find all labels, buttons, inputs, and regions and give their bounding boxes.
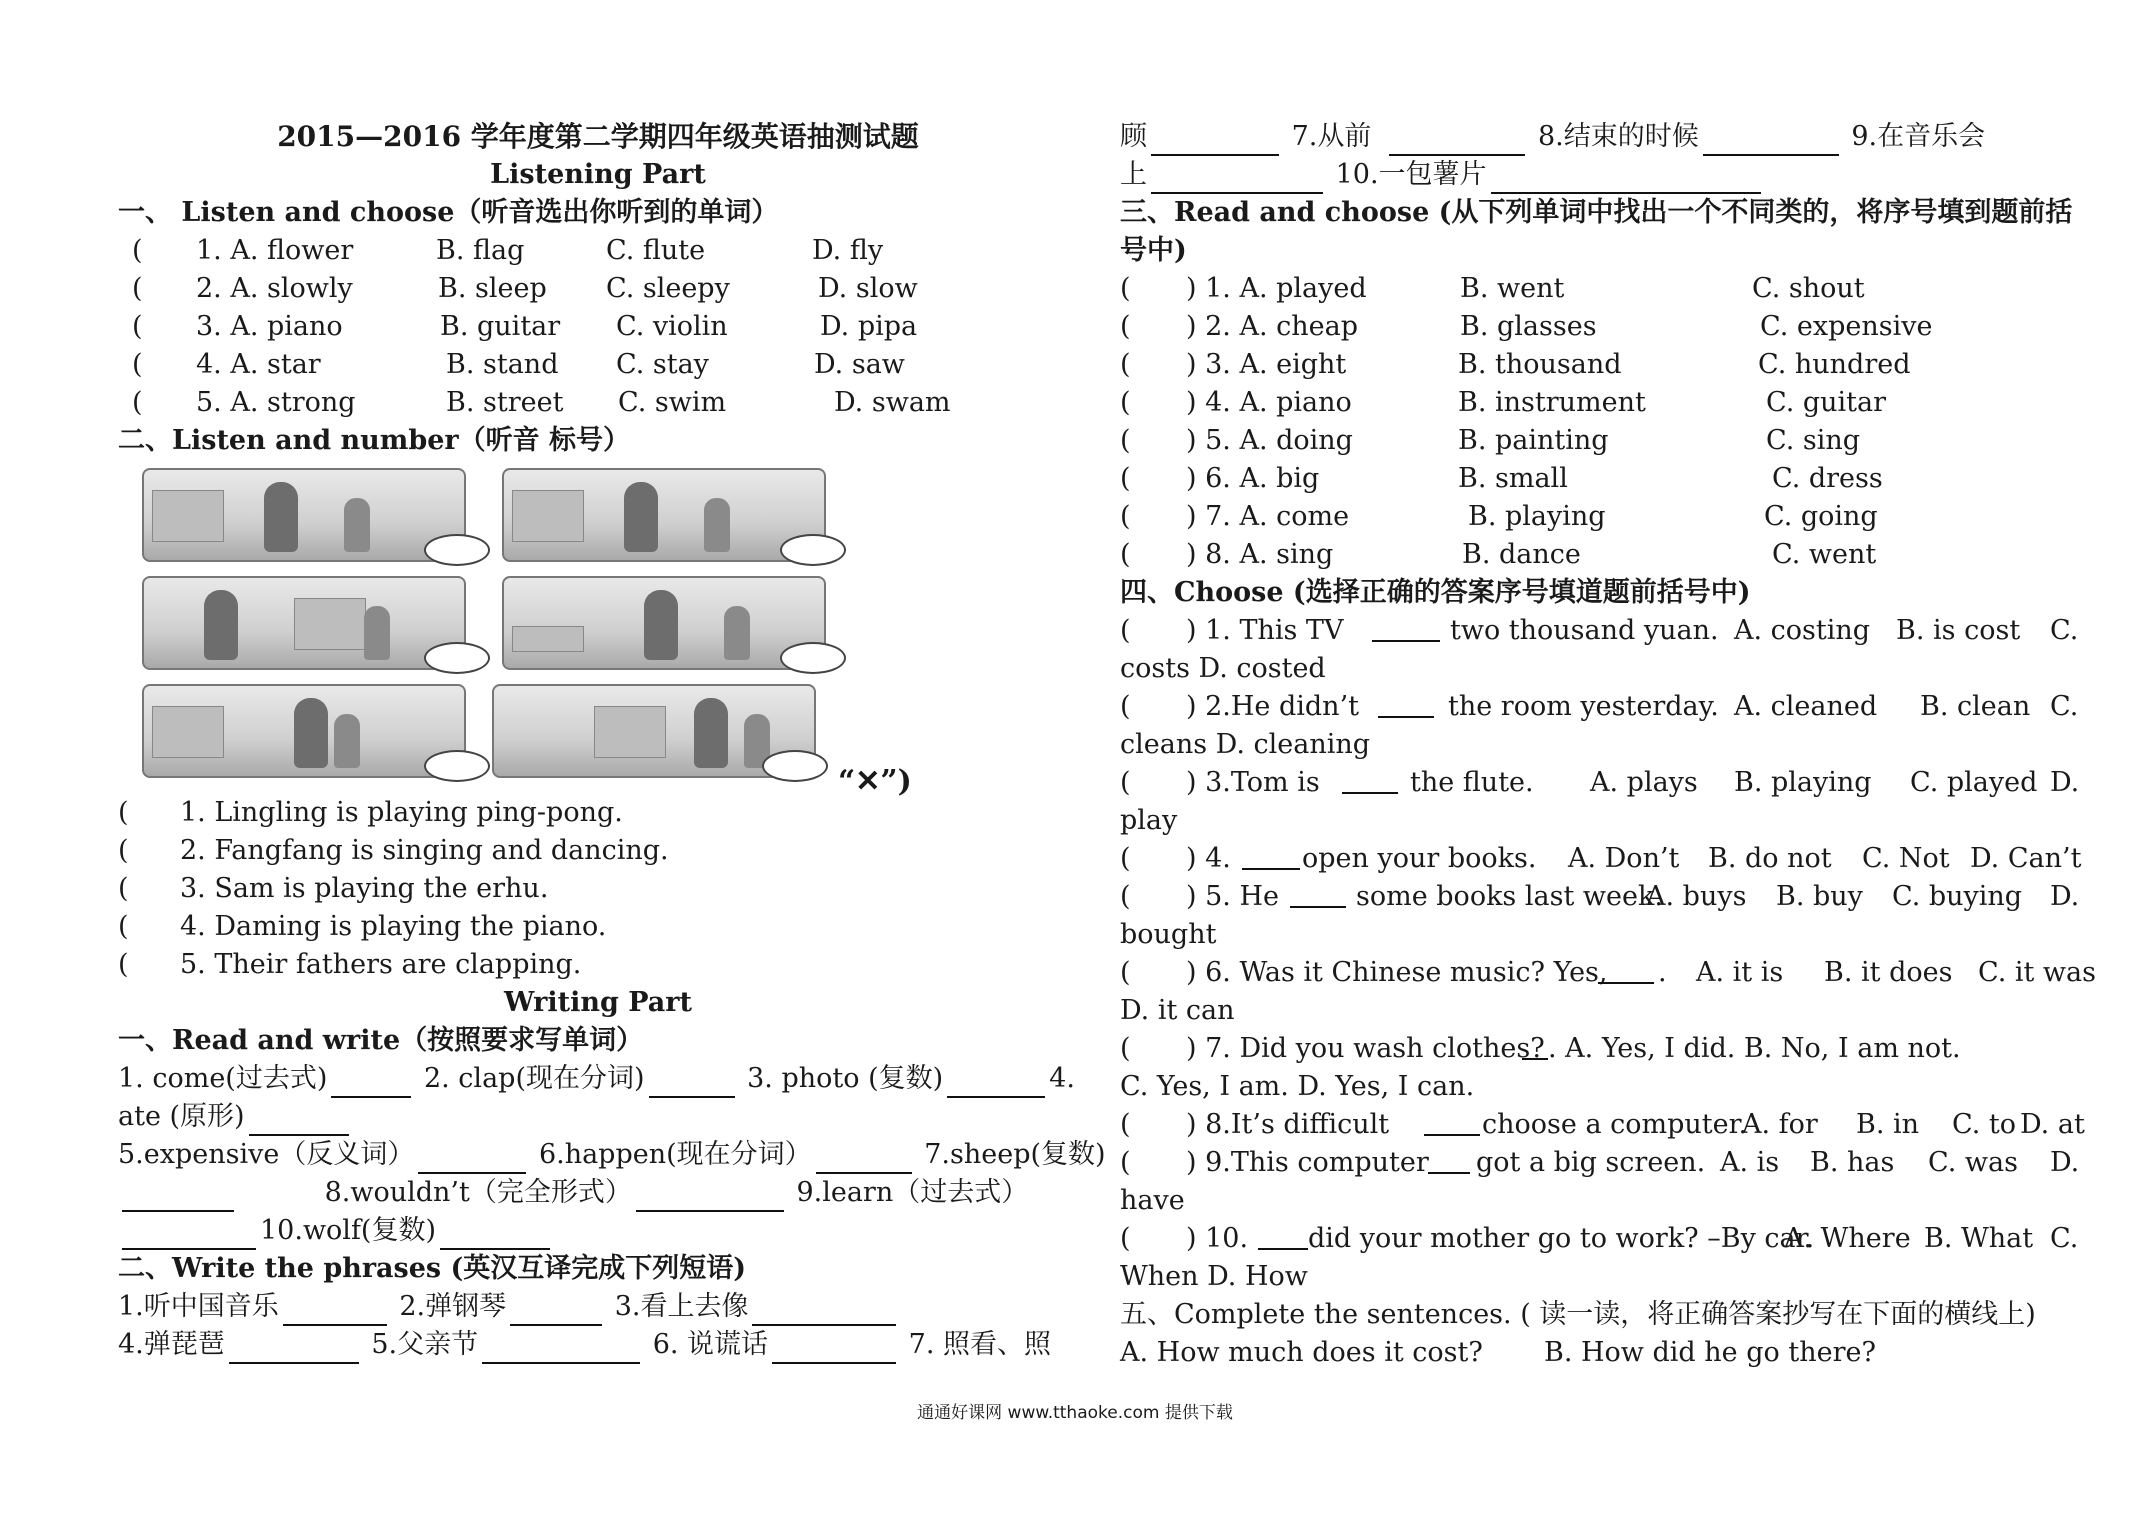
listening-part-heading: Listening Part bbox=[490, 159, 706, 190]
answer-blank[interactable] bbox=[418, 1144, 526, 1174]
answer-blank[interactable] bbox=[122, 1182, 234, 1212]
answer-paren[interactable]: ( bbox=[1120, 349, 1131, 380]
number-oval[interactable] bbox=[762, 750, 828, 782]
section3-heading-cont: 号中) bbox=[1120, 235, 1187, 266]
answer-paren[interactable]: ( bbox=[132, 387, 143, 418]
question-3: ( ) 3.Tom is the flute. A. plays B. playing C. played D. bbox=[1120, 764, 2080, 802]
answer-paren[interactable]: ( bbox=[1120, 767, 1131, 798]
answer-blank[interactable] bbox=[1151, 164, 1323, 194]
question-7: ( ) 7. Did you wash clothes? . A. Yes, I did. B. No, I am not. bbox=[1120, 1030, 2080, 1068]
answer-paren[interactable]: ( bbox=[118, 797, 129, 828]
question-2: ( ) 2.He didn’t the room yesterday. A. cleaned B. clean C. bbox=[1120, 688, 2080, 726]
answer-paren[interactable]: ( bbox=[1120, 425, 1131, 456]
footer-watermark: 通通好课网 www.tthaoke.com 提供下载 bbox=[917, 1403, 1233, 1423]
cross-mark: “✕”) bbox=[838, 764, 912, 799]
question-5: ( ) 5. He some books last week. A. buys B. buy C. buying D. bbox=[1120, 878, 2080, 916]
answer-paren[interactable]: ( bbox=[118, 911, 129, 942]
list-item: ( 4. A. star B. stand C. stay D. saw bbox=[118, 346, 1078, 384]
answer-options: A. How much does it cost? B. How did he go there? bbox=[1120, 1337, 1876, 1368]
answer-blank[interactable] bbox=[482, 1334, 640, 1364]
answer-paren[interactable]: ( bbox=[1120, 387, 1131, 418]
list-item: ( 5. Their fathers are clapping. bbox=[118, 946, 1078, 984]
answer-paren[interactable]: ( bbox=[118, 873, 129, 904]
section1-heading: 一、 Listen and choose（听音选出你听到的单词） bbox=[118, 197, 779, 228]
picture-2 bbox=[502, 468, 826, 562]
answer-paren[interactable]: ( bbox=[118, 835, 129, 866]
answer-paren[interactable]: ( bbox=[1120, 1033, 1131, 1064]
number-oval[interactable] bbox=[780, 642, 846, 674]
answer-blank[interactable] bbox=[1424, 1106, 1480, 1136]
answer-blank[interactable] bbox=[816, 1144, 912, 1174]
list-item: ( 1. Lingling is playing ping-pong. bbox=[118, 794, 1078, 832]
question-6: ( ) 6. Was it Chinese music? Yes, . A. it is B. it does C. it was bbox=[1120, 954, 2080, 992]
list-item: ( ) 4. A. piano B. instrument C. guitar bbox=[1120, 384, 2080, 422]
answer-paren[interactable]: ( bbox=[132, 235, 143, 266]
picture-5 bbox=[142, 684, 466, 778]
word-line: 5.expensive（反义词） 6.happen(现在分词） 7.sheep(复数) bbox=[118, 1136, 1078, 1174]
answer-blank[interactable] bbox=[1378, 688, 1434, 718]
writing-section2-heading: 二、Write the phrases (英汉互译完成下列短语) bbox=[118, 1253, 747, 1284]
writing-part-heading: Writing Part bbox=[504, 987, 692, 1018]
answer-blank[interactable] bbox=[1703, 126, 1839, 156]
number-oval[interactable] bbox=[780, 534, 846, 566]
answer-paren[interactable]: ( bbox=[132, 273, 143, 304]
question-8: ( ) 8.It’s difficult choose a computer. A. for B. in C. to D. at bbox=[1120, 1106, 2080, 1144]
answer-paren[interactable]: ( bbox=[1120, 501, 1131, 532]
answer-blank[interactable] bbox=[1389, 126, 1525, 156]
word-line: 10.wolf(复数) bbox=[118, 1212, 1078, 1250]
answer-blank[interactable] bbox=[636, 1182, 784, 1212]
picture-grid bbox=[118, 464, 1078, 799]
question-4: ( ) 4. open your books. A. Don’t B. do not C. Not D. Can’t bbox=[1120, 840, 2080, 878]
answer-paren[interactable]: ( bbox=[1120, 615, 1131, 646]
answer-blank[interactable] bbox=[1342, 764, 1398, 794]
answer-paren[interactable]: ( bbox=[1120, 1147, 1131, 1178]
answer-blank[interactable] bbox=[1290, 878, 1346, 908]
answer-paren[interactable]: ( bbox=[1120, 273, 1131, 304]
answer-blank[interactable] bbox=[331, 1068, 411, 1098]
phrase-line: 顾 7.从前 8.结束的时候 9.在音乐会 bbox=[1120, 118, 2080, 156]
list-item: ( ) 2. A. cheap B. glasses C. expensive bbox=[1120, 308, 2080, 346]
number-oval[interactable] bbox=[424, 642, 490, 674]
section4-heading: 四、Choose (选择正确的答案序号填道题前括号中) bbox=[1120, 577, 1751, 608]
list-item: ( ) 7. A. come B. playing C. going bbox=[1120, 498, 2080, 536]
word-line: 1. come(过去式) 2. clap(现在分词) 3. photo (复数) 4. bbox=[118, 1060, 1078, 1098]
answer-blank[interactable] bbox=[1598, 954, 1654, 984]
answer-blank[interactable] bbox=[249, 1106, 349, 1136]
answer-paren[interactable]: ( bbox=[1120, 691, 1131, 722]
answer-paren[interactable]: ( bbox=[1120, 957, 1131, 988]
answer-blank[interactable] bbox=[229, 1334, 359, 1364]
answer-blank[interactable] bbox=[510, 1296, 602, 1326]
writing-section1-heading: 一、Read and write（按照要求写单词） bbox=[118, 1025, 644, 1056]
answer-blank[interactable] bbox=[752, 1296, 896, 1326]
section3-heading: 三、Read and choose (从下列单词中找出一个不同类的，将序号填到题前括 bbox=[1120, 197, 2073, 228]
word-line: 8.wouldn’t（完全形式） 9.learn（过去式） bbox=[118, 1174, 1078, 1212]
answer-blank[interactable] bbox=[122, 1220, 256, 1250]
section2-heading: 二、Listen and number（听音 标号） bbox=[118, 425, 631, 456]
answer-paren[interactable]: ( bbox=[1120, 539, 1131, 570]
question-1: ( ) 1. This TV two thousand yuan. A. costing B. is cost C. bbox=[1120, 612, 2080, 650]
list-item: ( 5. A. strong B. street C. swim D. swam bbox=[118, 384, 1078, 422]
list-item: ( 2. A. slowly B. sleep C. sleepy D. slow bbox=[118, 270, 1078, 308]
list-item: ( ) 6. A. big B. small C. dress bbox=[1120, 460, 2080, 498]
list-item: ( 3. Sam is playing the erhu. bbox=[118, 870, 1078, 908]
answer-paren[interactable]: ( bbox=[118, 949, 129, 980]
answer-paren[interactable]: ( bbox=[1120, 1109, 1131, 1140]
answer-paren[interactable]: ( bbox=[1120, 463, 1131, 494]
answer-blank[interactable] bbox=[947, 1068, 1045, 1098]
answer-blank[interactable] bbox=[649, 1068, 735, 1098]
answer-blank[interactable] bbox=[772, 1334, 896, 1364]
answer-paren[interactable]: ( bbox=[132, 349, 143, 380]
number-oval[interactable] bbox=[424, 750, 490, 782]
question-10: ( ) 10. did your mother go to work? –By car. A. Where B. What C. bbox=[1120, 1220, 2080, 1258]
list-item: ( ) 5. A. doing B. painting C. sing bbox=[1120, 422, 2080, 460]
number-oval[interactable] bbox=[424, 534, 490, 566]
right-column: 顾 7.从前 8.结束的时候 9.在音乐会 上 10.一包薯片 三、Read and choose (从下列单词中找出一个不同类的，将序号填到题前括 号中) ( ) 1. A. played B. went C. shout ( ) 2. A. cheap B. glasses C. expensive ( ) 3. A. eight B. thousand C. hundred ( ) 4. A. piano B. instrument C. guitar ( ) 5. A. doing B. painting C. sing ( ) 6. A. big B. small C. dress ( ) 7. A. come B. playing C. going ( ) 8. A. sing B. dance C. went 四、Choose (选择正确的答案序号填道题前括号中) ( ) 1. This TV two thousand yuan. A. costing B. is cost C. costs D. costed ( ) 2.He didn’t the room yesterday. A. cleaned B. clean C. cleans D. cleaning ( ) 3.Tom is the flute. A. plays B. playing C. played D. play ( ) 4. open your books. A. Don’t B. do not C. Not D. Can’t ( ) 5. He some books last week. A. buys B. buy C. buying D. bought ( ) 6. Was it Chinese music? Yes, . A. it is B. it does C. it was D. it can ( ) 7. Did you wash clothes? . A. Yes, I did. B. No, I am not. C. Yes, I am. D. Yes, I can. ( ) 8.It’s difficult choose a computer. A. for B. in C. to D. at ( ) 9.This computer got a big screen. A. is B. has C. was D. have ( ) 10. did your mother go to work? –By car. A. Where B. What C. When D. How 五、Complete the sentences. ( 读一读，将正确答案抄写在下面的横线上) A. How much does it cost? B. How did he go there? bbox=[1120, 118, 2080, 1372]
list-item: ( 3. A. piano B. guitar C. violin D. pipa bbox=[118, 308, 1078, 346]
answer-blank[interactable] bbox=[1242, 840, 1300, 870]
list-item: ( ) 8. A. sing B. dance C. went bbox=[1120, 536, 2080, 574]
phrase-line: 4.弹琵琶 5.父亲节 6. 说谎话 7. 照看、照 bbox=[118, 1326, 1078, 1364]
answer-paren[interactable]: ( bbox=[132, 311, 143, 342]
answer-blank[interactable] bbox=[1522, 1030, 1548, 1060]
left-column bbox=[118, 118, 1106, 1364]
list-item: ( 2. Fangfang is singing and dancing. bbox=[118, 832, 1078, 870]
answer-blank[interactable] bbox=[440, 1220, 550, 1250]
section5-heading: 五、Complete the sentences. ( 读一读，将正确答案抄写在下面的横线上) bbox=[1120, 1299, 2036, 1330]
list-item: ( ) 1. A. played B. went C. shout bbox=[1120, 270, 2080, 308]
picture-4 bbox=[502, 576, 826, 670]
answer-blank[interactable] bbox=[1151, 126, 1279, 156]
picture-1 bbox=[142, 468, 466, 562]
phrase-line: 上 10.一包薯片 bbox=[1120, 156, 2080, 194]
list-item: ( 4. Daming is playing the piano. bbox=[118, 908, 1078, 946]
picture-3 bbox=[142, 576, 466, 670]
list-item: ( 1. A. flower B. flag C. flute D. fly bbox=[118, 232, 1078, 270]
answer-blank[interactable] bbox=[1428, 1144, 1470, 1174]
phrase-line: 1.听中国音乐 2.弹钢琴 3.看上去像 bbox=[118, 1288, 1078, 1326]
answer-paren[interactable]: ( bbox=[1120, 311, 1131, 342]
answer-blank[interactable] bbox=[283, 1296, 387, 1326]
answer-blank[interactable] bbox=[1491, 164, 1761, 194]
answer-paren[interactable]: ( bbox=[1120, 843, 1131, 874]
question-9: ( ) 9.This computer got a big screen. A. is B. has C. was D. bbox=[1120, 1144, 2080, 1182]
answer-paren[interactable]: ( bbox=[1120, 881, 1131, 912]
list-item: ( ) 3. A. eight B. thousand C. hundred bbox=[1120, 346, 2080, 384]
answer-paren[interactable]: ( bbox=[1120, 1223, 1131, 1254]
exam-title: 2015—2016 学年度第二学期四年级英语抽测试题 bbox=[277, 120, 919, 153]
answer-blank[interactable] bbox=[1372, 612, 1440, 642]
word-line: ate (原形) bbox=[118, 1098, 1078, 1136]
answer-blank[interactable] bbox=[1258, 1220, 1308, 1250]
